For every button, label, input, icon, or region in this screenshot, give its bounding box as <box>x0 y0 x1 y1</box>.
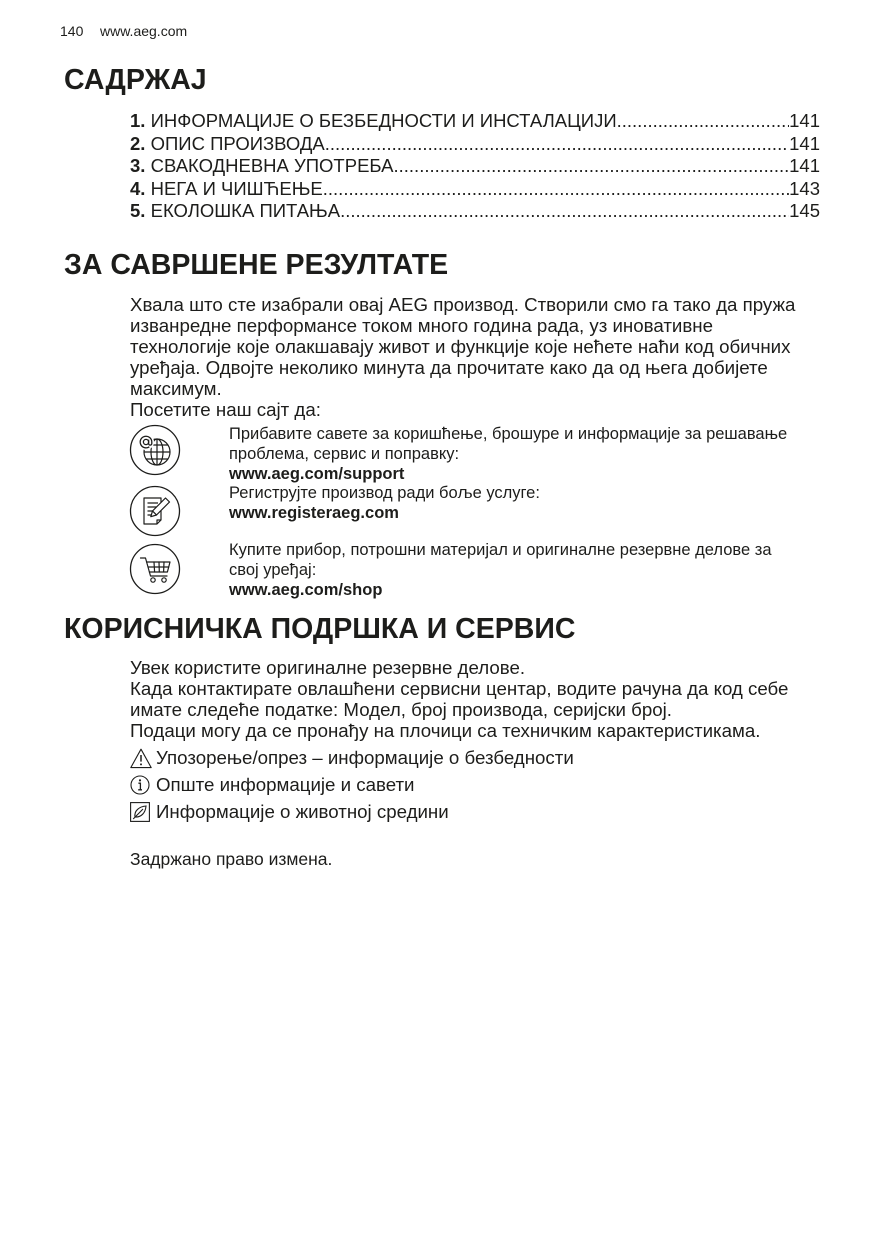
results-heading: ЗА САВРШЕНЕ РЕЗУЛТАТЕ <box>64 249 449 281</box>
toc-entry-page: 141 <box>789 155 820 176</box>
legend-item-info <box>130 772 574 799</box>
toc-entry[interactable] <box>130 133 820 156</box>
support-description: Прибавите савете за коришћење, брошуре и информације за решавање <box>229 425 788 443</box>
globe-at-icon <box>129 424 181 476</box>
toc-entry-number: 5. <box>130 200 146 221</box>
intro-line: Хвала што сте изабрали овај AEG производ. Створили смо га тако да пружа <box>130 293 796 315</box>
toc-entry-title: НЕГА И ЧИШЋЕЊЕ <box>150 177 323 199</box>
register-description: Региструјте производ ради боље услуге: <box>229 484 540 503</box>
toc-entry-title: ЕКОЛОШКА ПИТАЊА <box>150 200 341 221</box>
intro-line: технологије које олакшавају живот и функције које нећете наћи код обичних <box>130 335 791 357</box>
toc-entry-title: ОПИС ПРОИЗВОДА <box>150 132 325 154</box>
shop-description: Купите прибор, потрошни материјал и оригиналне резервне делове за <box>229 541 772 559</box>
support-line: Подаци могу да се пронађу на плочици са техничким карактеристикама. <box>130 720 761 742</box>
toc-dot-leader <box>323 178 789 201</box>
toc-entry-page: 141 <box>789 110 820 131</box>
document-pen-icon <box>129 485 181 537</box>
toc-dot-leader <box>325 133 789 156</box>
support-url-link[interactable]: www.aeg.com/support <box>229 464 405 483</box>
page-number: 140 <box>60 23 84 39</box>
toc-entry[interactable] <box>130 110 820 133</box>
intro-line: изванредне перформансе током много година рада, уз иновативне <box>130 314 713 336</box>
table-of-contents <box>130 110 820 223</box>
support-paragraph <box>130 657 788 742</box>
support-line: Увек користите оригиналне резервне делове. <box>130 656 526 678</box>
shopping-cart-icon <box>129 543 181 595</box>
support-link-block <box>229 425 787 484</box>
shop-description: свој уређај: <box>229 560 317 579</box>
toc-entry-number: 4. <box>130 177 146 199</box>
legend-text: Опште информације и савети <box>156 774 415 795</box>
intro-line: максимум. <box>130 377 222 399</box>
legend-item-environment <box>130 799 574 826</box>
visit-site-text: Посетите наш сајт да: <box>130 398 321 420</box>
toc-entry-number: 1. <box>130 110 146 131</box>
support-description: проблема, сервис и поправку: <box>229 444 460 463</box>
site-url: www.aeg.com <box>100 23 188 39</box>
toc-entry-title: ИНФОРМАЦИЈЕ О БЕЗБЕДНОСТИ И ИНСТАЛАЦИЈИ <box>150 110 617 131</box>
toc-dot-leader <box>394 155 790 178</box>
toc-entry-page: 143 <box>789 177 820 199</box>
legend-text: Упозорење/опрез – информације о безбедности <box>156 747 574 768</box>
toc-heading: САДРЖАЈ <box>64 64 207 96</box>
toc-entry-title: СВАКОДНЕВНА УПОТРЕБА <box>150 155 394 176</box>
toc-entry[interactable] <box>130 155 820 178</box>
info-icon <box>130 774 156 796</box>
warning-icon <box>130 747 156 769</box>
toc-entry-number: 3. <box>130 155 146 176</box>
toc-dot-leader <box>340 200 789 223</box>
footer-note: Задржано право измена. <box>130 848 333 869</box>
shop-url-link[interactable]: www.aeg.com/shop <box>229 580 383 599</box>
toc-entry-page: 145 <box>789 200 820 221</box>
support-line: Када контактирате овлашћени сервисни центар, водите рачуна да код себе <box>130 677 789 699</box>
toc-dot-leader <box>617 110 790 133</box>
register-url-link[interactable]: www.registeraeg.com <box>229 504 399 523</box>
register-link-block <box>229 484 540 524</box>
environment-leaf-icon <box>130 801 156 823</box>
toc-entry[interactable] <box>130 178 820 201</box>
support-line: имате следеће податке: Модел, број производа, серијски број. <box>130 699 672 721</box>
intro-paragraph <box>130 294 795 420</box>
intro-line: уређаја. Одвојте неколико минута да прочитате како да од њега добијете <box>130 356 768 378</box>
legend-item-warning <box>130 745 574 772</box>
toc-entry-number: 2. <box>130 132 146 154</box>
shop-link-block <box>229 541 772 600</box>
symbol-legend <box>130 745 574 826</box>
legend-text: Информације о животној средини <box>156 801 449 822</box>
support-heading: КОРИСНИЧКА ПОДРШКА И СЕРВИС <box>64 613 576 645</box>
toc-entry-page: 141 <box>789 132 820 154</box>
toc-entry[interactable] <box>130 200 820 223</box>
